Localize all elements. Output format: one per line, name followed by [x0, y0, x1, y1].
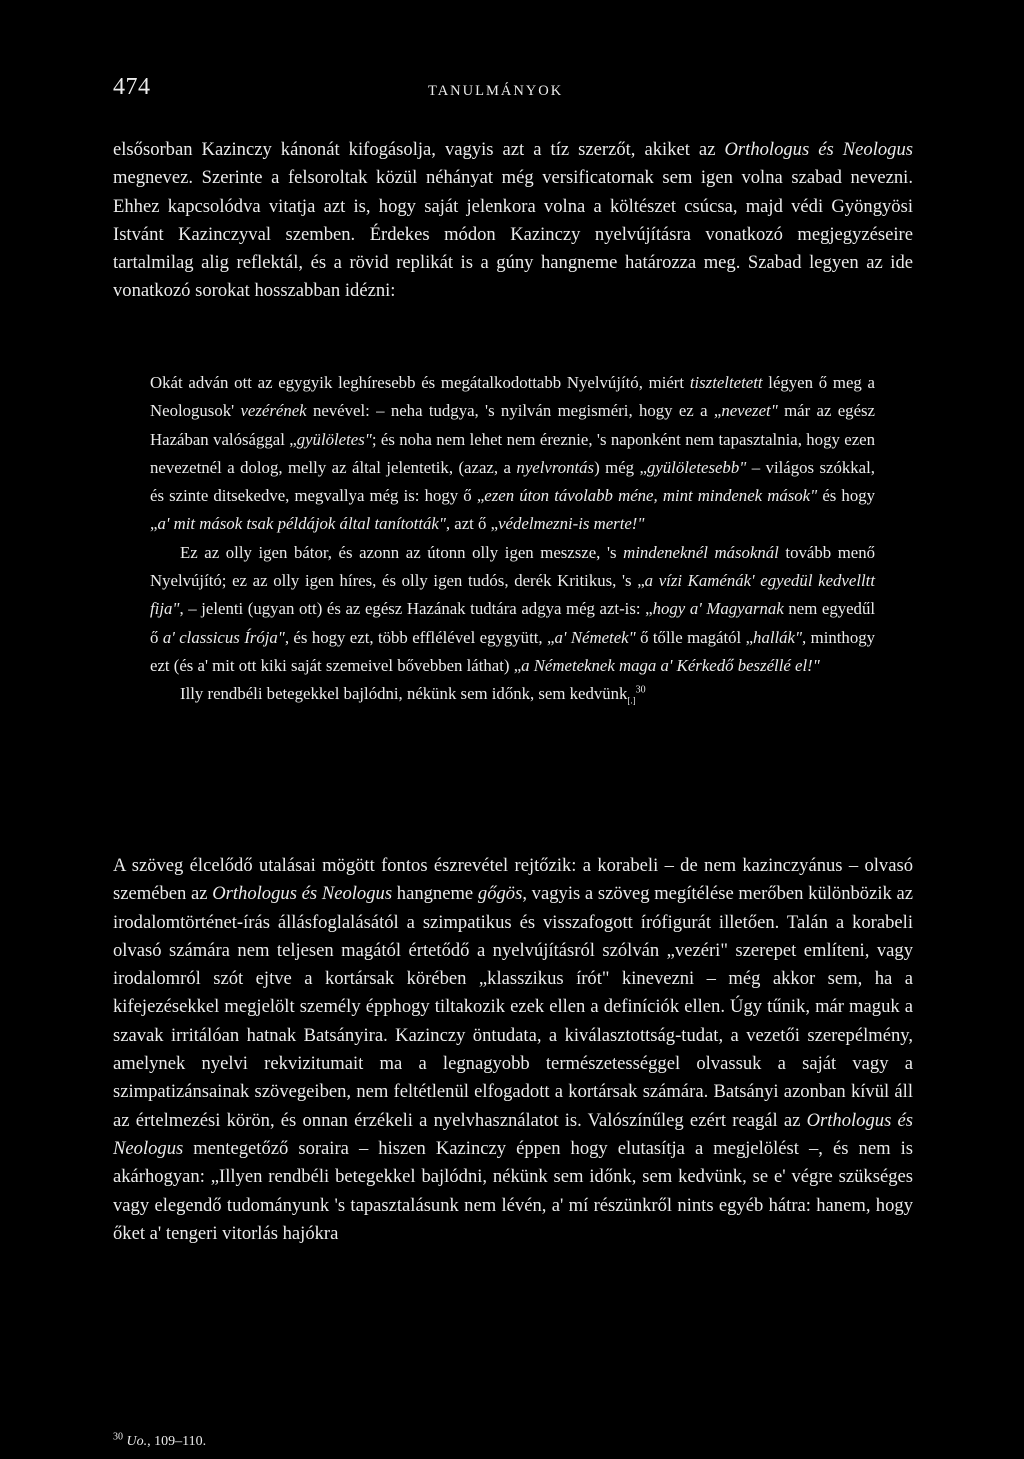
- quote-italic: nevezet": [721, 401, 778, 421]
- body-italic: Orthologus és Neologus: [113, 1109, 914, 1159]
- quote-paragraph-2: [150, 539, 875, 680]
- body-text: mentegetőző soraira – hiszen Kazinczy éppen hogy elutasítja a megjelölést –, és nem is akárhogyan: „Illyen rendbéli betegekkel bajlódni, nékünk sem időnk, sem kedvünk, se e' végre szükséges vagy elegendő tudományunk 's tapasztalásunk nem lévén, a' mí részünkről nints egyéb hátra: hanem, hogy őket a' tengeri vitorlás hajókra: [113, 1137, 913, 1244]
- intro-italic-title: Orthologus és Neologus: [724, 139, 913, 160]
- page-header: [113, 74, 913, 106]
- quote-text: ) még „: [594, 457, 647, 477]
- body-text: A szöveg élcelődő utalásai mögött fontos észrevétel rejtőzik: a korabeli – de nem kazinczyánus – olvasó szemében az: [113, 855, 913, 905]
- quote-italic: hogy a' Magyarnak: [652, 599, 784, 619]
- footnote-reference[interactable]: 30: [635, 684, 646, 696]
- quote-italic: gyülöletes": [296, 429, 372, 449]
- body-text: , vagyis a szöveg megítélése merőben különbözik az irodalomtörténet-írás állásfoglalásától a szimpatikus és visszafogott írófigurát illetően. Talán a korabeli olvasó számára nem teljesen magától értetődő a nyelvújításról szólván „vezéri" szerepet említeni, vagy irodalomról szót ejtve a kortársak körében „klasszikus írót" kinevezni – még akkor sem, ha a kifejezésekkel megjelölt személy épphogy tiltakozik ezek ellen a definíciók ellen. Úgy tűnik, már maguk a szavak irritálóan hatnak Batsányira. Kazinczy öntudata, a kiválasztottság-tudat, a vezetői szerepélmény, amelynek nyelvi rekvizitumait ma a legnagyobb természetességgel olvassuk a saját vagy a szimpatizánsainak szövegeiben, nem feltétlenül elfogadott a kortársak számára. Batsányi azonban kívül áll az értelmezési körön, és onnan érzékeli a nyelvhasználatot is. Valószínűleg ezért reagál az: [113, 883, 914, 1131]
- quote-italic: gyülöletesebb": [646, 457, 747, 477]
- quote-italic: vezérének: [240, 401, 307, 421]
- footnote-number: 30: [113, 1431, 123, 1443]
- running-title: TANULMÁNYOK: [428, 83, 564, 99]
- quote-text: Ez az olly igen bátor, és azonn az útonn olly igen meszsze, 's: [180, 542, 624, 562]
- body-italic: Orthologus és Neologus: [212, 883, 393, 905]
- quote-italic: ezen úton távolabb méne, mint mindenek mások": [484, 486, 818, 506]
- block-quote: [150, 369, 875, 709]
- quote-text: ; és noha nem lehet nem éreznie, 's naponként nem tapasztalnia, hogy ezen nevezetnél a dolog, melly az által jelentetik, (azaz, a: [150, 429, 875, 477]
- page-number: 474: [113, 74, 151, 100]
- quote-text: tovább menő Nyelvújító; ez az olly igen híres, és olly igen tudós, derék Kritikus, 's „: [150, 542, 875, 591]
- quote-text: nem egyedűl ő: [150, 599, 875, 647]
- quote-text: – világos szókkal, és szinte ditsekedve, megvallya még is: hogy ő „: [150, 457, 875, 506]
- editorial-bracket: [.]: [627, 695, 636, 706]
- footnote-text: , 109–110.: [147, 1434, 207, 1449]
- intro-text-2: megnevez. Szerinte a felsoroltak közül néhányat még versificatornak sem igen volna szabad nevezni. Ehhez kapcsolódva vitatja azt is, hogy saját jelenkora volna a költészet csúcsa, majd védi Gyöngyösi Istvánt Kazinczyval szemben. Érdekes módon Kazinczy nyelvújításra vonatkozó megjegyzéseire tartalmilag alig reflektál, és a rövid replikát is a gúny hangneme határozza meg. Szabad legyen az ide vonatkozó sorokat hosszabban idézni:: [113, 167, 913, 302]
- quote-text: , – jelenti (ugyan ott) és az egész Hazának tudtára adgya még azt-is: „: [179, 599, 653, 619]
- footnote: [113, 1431, 207, 1450]
- body-italic: gőgös: [477, 883, 523, 905]
- intro-text-1: elsősorban Kazinczy kánonát kifogásolja, vagyis azt a tíz szerzőt, akiket az: [113, 139, 725, 160]
- quote-italic: a vízi Kaménák' egyedül kedvelltt fija": [150, 571, 875, 619]
- quote-italic: a' mit mások tsak példájok által tanították": [157, 514, 446, 534]
- quote-paragraph-3: [150, 680, 875, 708]
- quote-italic: a Németeknek maga a' Kérkedő beszéllé el!": [521, 655, 820, 675]
- quote-text: , és hogy ezt, több efflélével egygyütt, „: [284, 627, 555, 647]
- body-paragraph: [113, 852, 913, 1248]
- body-text: hangneme: [392, 883, 478, 905]
- quote-italic: a' Németek": [554, 627, 636, 647]
- quote-italic: mindeneknél másoknál: [623, 542, 779, 562]
- quote-text: Illy rendbéli betegekkel bajlódni, nékünk sem időnk, sem kedvünk: [180, 684, 628, 704]
- quote-text: légyen ő meg a Neologusok': [150, 373, 875, 421]
- quote-italic: tiszteltetett: [689, 373, 763, 392]
- quote-text: már az egész Hazában valósággal „: [150, 401, 875, 449]
- quote-italic: a' classicus Írója": [162, 627, 285, 647]
- intro-paragraph: [113, 136, 913, 306]
- quote-text: , azt ő „: [445, 514, 499, 534]
- quote-text: , minthogy ezt (és a' mit ott kiki saját szemeivel bővebben láthat) „: [150, 627, 875, 675]
- quote-text: ő tőlle magától „: [635, 627, 754, 647]
- quote-italic: nyelvrontás: [516, 457, 595, 477]
- footnote-italic: Uo.: [126, 1434, 148, 1449]
- quote-paragraph-1: [150, 369, 875, 539]
- quote-italic: védelmezni-is merte!": [498, 514, 645, 534]
- quote-text: nevével: – neha tudgya, 's nyilván megisméri, hogy ez a „: [306, 401, 722, 421]
- quote-text: és hogy „: [150, 486, 875, 534]
- quote-italic: hallák": [753, 627, 803, 647]
- quote-text: Okát adván ott az egygyik leghíresebb és megátalkodottabb Nyelvújító, miért: [150, 373, 690, 392]
